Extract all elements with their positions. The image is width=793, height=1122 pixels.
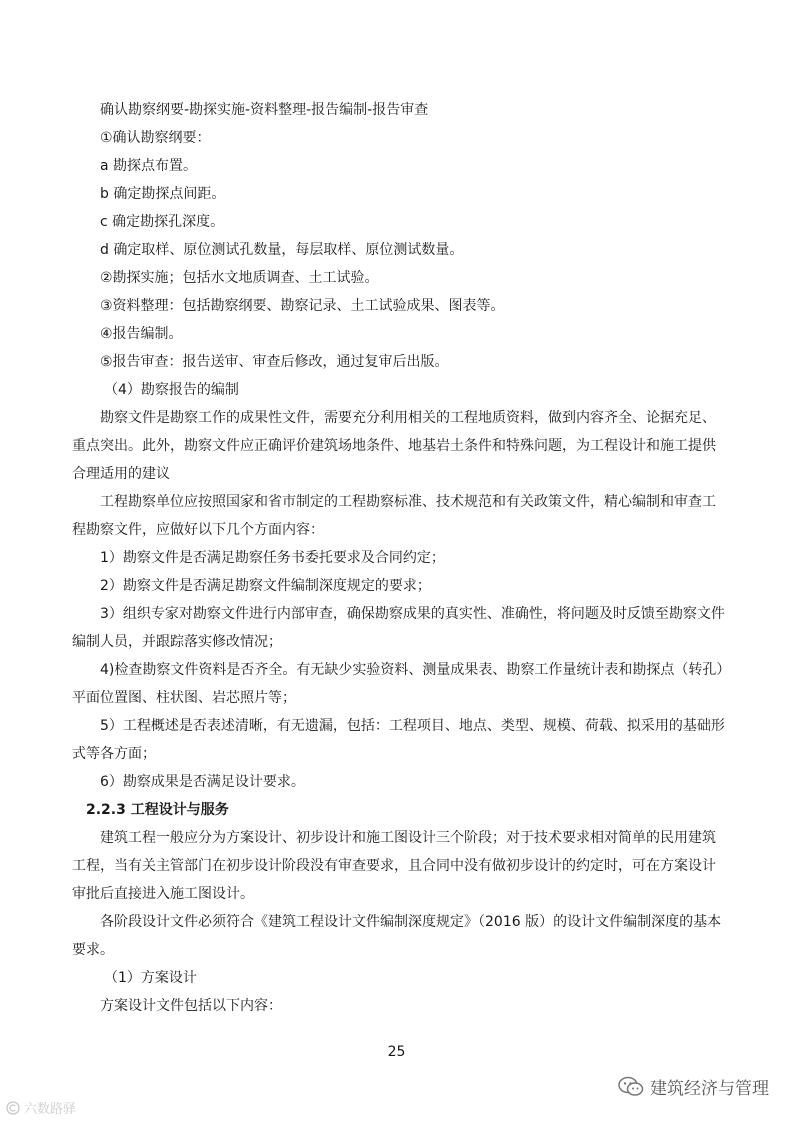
last-line: 方案设计文件包括以下内容：: [100, 998, 282, 1014]
checklist-item-continued: 式等各方面；: [72, 746, 156, 762]
subsection-1-heading: （1）方案设计: [104, 970, 197, 986]
paragraph-3-line: 建筑工程一般应分为方案设计、初步设计和施工图设计三个阶段；对于技术要求相对简单的民用建筑: [100, 830, 716, 846]
step-5: ⑤报告审查：报告送审、审查后修改，通过复审后出版。: [100, 354, 449, 370]
paragraph-4: [72, 908, 725, 964]
step-1-heading: ①确认勘察纲要：: [100, 130, 211, 146]
paragraph-4-line: 各阶段设计文件必须符合《建筑工程设计文件编制深度规定》（2016 版）的设计文件编制深度的基本: [100, 914, 722, 930]
watermark-left: [6, 1098, 76, 1117]
checklist: [72, 544, 731, 796]
checklist-item: 5）工程概述是否表述清晰，有无遗漏，包括：工程项目、地点、类型、规模、荷载、拟采用的基础形: [100, 718, 725, 734]
watermark-right: [618, 1074, 769, 1099]
paragraph-1: [72, 404, 725, 488]
checklist-item: 3）组织专家对勘察文件进行内部审查，确保勘察成果的真实性、准确性，将问题及时反馈至勘察文件: [100, 606, 725, 622]
paragraph-4-line: 要求。: [72, 942, 114, 958]
checklist-item: 2）勘察文件是否满足勘察文件编制深度规定的要求；: [100, 578, 431, 594]
subsection-4-heading: （4）勘察报告的编制: [104, 382, 239, 398]
paragraph-2: [72, 488, 725, 544]
paragraph-3: [72, 824, 725, 908]
paragraph-2-line: 程勘察文件，应做好以下几个方面内容：: [72, 522, 324, 538]
paragraph-1-line: 重点突出。此外，勘察文件应正确评价建筑场地条件、地基岩土条件和特殊问题，为工程设计和施工提供: [72, 438, 716, 454]
step-1c: c 确定勘探孔深度。: [100, 214, 225, 230]
step-1a: a 勘探点布置。: [100, 158, 198, 174]
checklist-item: 1）勘察文件是否满足勘察任务书委托要求及合同约定；: [100, 550, 445, 566]
section-heading: 2.2.3 工程设计与服务: [86, 802, 229, 818]
paragraph-2-line: 工程勘察单位应按照国家和省市制定的工程勘察标准、技术规范和有关政策文件，精心编制和审查工: [100, 494, 716, 510]
step-3: ③资料整理：包括勘察纲要、勘察记录、土工试验成果、图表等。: [100, 298, 505, 314]
step-1b: b 确定勘探点间距。: [100, 186, 226, 202]
checklist-item-continued: 平面位置图、柱状图、岩芯照片等；: [72, 690, 296, 706]
paragraph-3-line: 工程，当有关主管部门在初步设计阶段没有审查要求，且合同中没有做初步设计的约定时，可在方案设计: [72, 858, 716, 874]
process-summary-line: 确认勘察纲要-勘探实施-资料整理-报告编制-报告审查: [100, 102, 429, 118]
watermark-right-text: 建筑经济与管理: [650, 1079, 769, 1099]
page-number: 25: [387, 1044, 406, 1060]
watermark-left-text: 六数路驿: [24, 1102, 77, 1117]
page-content: [72, 96, 731, 1020]
checklist-item: 6）勘察成果是否满足设计要求。: [100, 774, 305, 790]
step-2: ②勘探实施；包括水文地质调查、土工试验。: [100, 270, 379, 286]
copyright-icon: [6, 1101, 20, 1115]
paragraph-1-line: 合理适用的建议: [72, 466, 170, 482]
wechat-icon: [618, 1076, 644, 1098]
step-4: ④报告编制。: [100, 326, 183, 342]
checklist-item-continued: 编制人员，并跟踪落实修改情况；: [72, 634, 282, 650]
checklist-item: 4)检查勘察文件资料是否齐全。有无缺少实验资料、测量成果表、勘察工作量统计表和勘探点（转孔）: [100, 662, 731, 678]
step-1d: d 确定取样、原位测试孔数量，每层取样、原位测试数量。: [100, 242, 464, 258]
paragraph-3-line: 审批后直接进入施工图设计。: [72, 886, 254, 902]
paragraph-1-line: 勘察文件是勘察工作的成果性文件，需要充分利用相关的工程地质资料，做到内容齐全、论据充足、: [100, 410, 716, 426]
